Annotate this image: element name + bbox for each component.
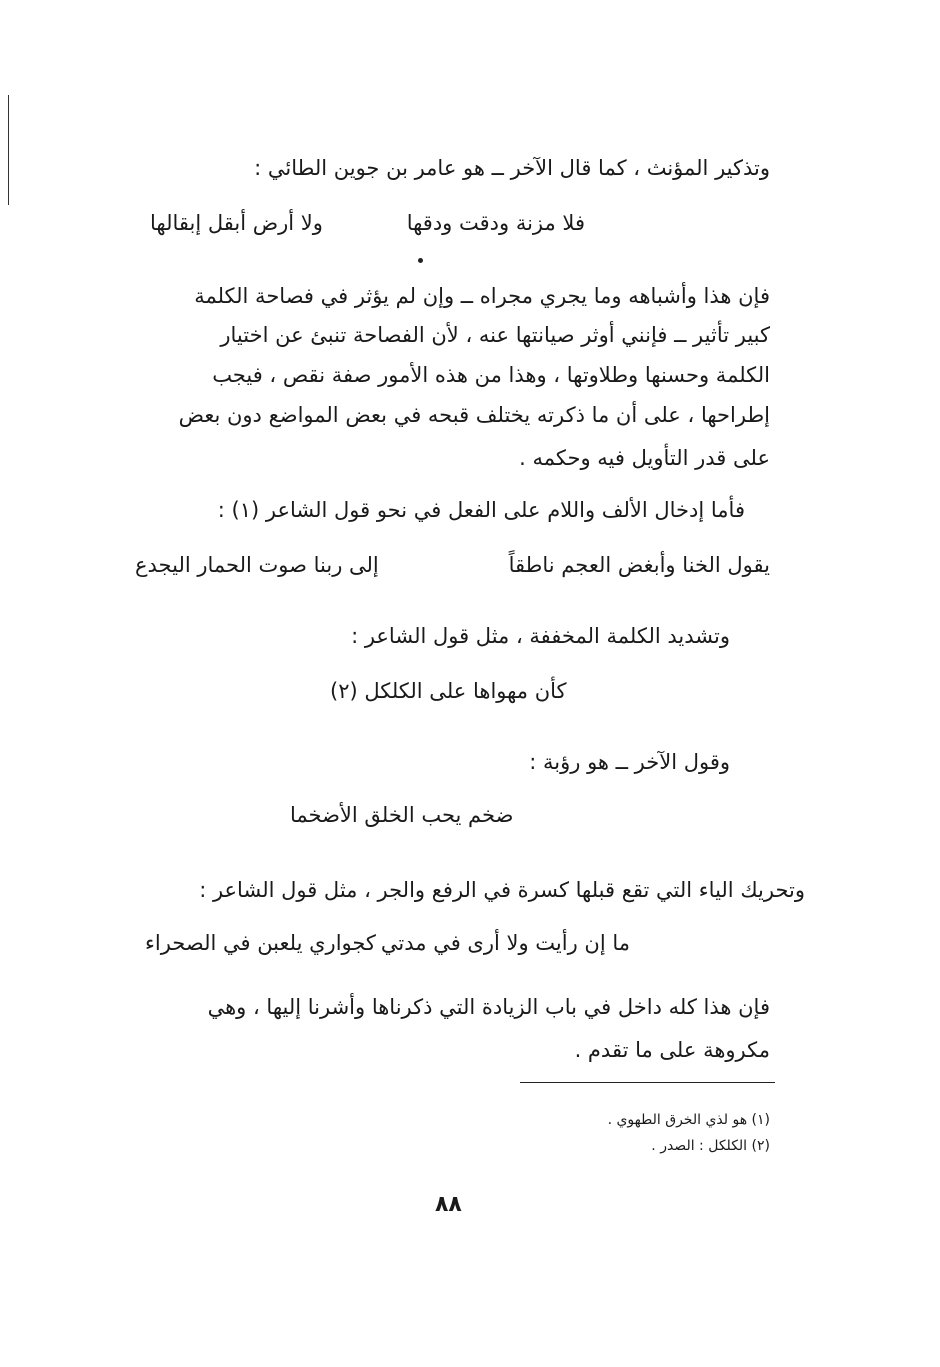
verse-right-half: فلا مزنة ودقت ودقها [406,211,585,235]
text-line: وتشديد الكلمة المخففة ، مثل قول الشاعر : [351,624,730,648]
footnote-rule [520,1082,775,1083]
text-line: وقول الآخر ــ هو رؤبة : [529,750,730,774]
ink-dot [418,258,423,263]
text-line: إطراحها ، على أن ما ذكرته يختلف قبحه في بعض المواضع دون بعض [178,403,770,427]
footnote: (١) هو لذي الخرق الطهوي . [607,1112,770,1128]
text-line: فأما إدخال الألف واللام على الفعل في نحو قول الشاعر (١) : [217,498,745,522]
verse-center: ضخم يحب الخلق الأضخما [290,803,514,827]
margin-rule [8,95,9,205]
text-line: فإن هذا وأشباهه وما يجري مجراه ــ وإن لم يؤثر في فصاحة الكلمة [194,284,770,308]
text-line: مكروهة على ما تقدم . [574,1038,770,1062]
verse-right-half: يقول الخنا وأبغض العجم ناطقاً [508,553,770,577]
text-line: وتحريك الياء التي تقع قبلها كسرة في الرفع والجر ، مثل قول الشاعر : [199,878,805,902]
text-line: الكلمة وحسنها وطلاوتها ، وهذا من هذه الأمور صفة نقص ، فيجب [212,363,770,387]
text-line: على قدر التأويل فيه وحكمه . [519,446,770,470]
text-line: فإن هذا كله داخل في باب الزيادة التي ذكرناها وأشرنا إليها ، وهي [207,995,770,1019]
text-line: كبير تأثير ــ فإنني أوثر صيانتها عنه ، لأن الفصاحة تنبئ عن اختيار [220,323,770,347]
verse-left-half: كجواري يلعبن في الصحراء [145,931,376,955]
text-line: وتذكير المؤنث ، كما قال الآخر ــ هو عامر بن جوين الطائي : [254,156,770,180]
verse-right-half: ما إن رأيت ولا أرى في مدتي [380,931,630,955]
footnote: (٢) الكلكل : الصدر . [651,1138,770,1154]
page-number: ٨٨ [435,1192,462,1217]
verse-left-half: إلى ربنا صوت الحمار اليجدع [135,553,379,577]
verse-center: كأن مهواها على الكلكل (٢) [330,679,567,703]
verse-left-half: ولا أرض أبقل إبقالها [150,211,323,235]
